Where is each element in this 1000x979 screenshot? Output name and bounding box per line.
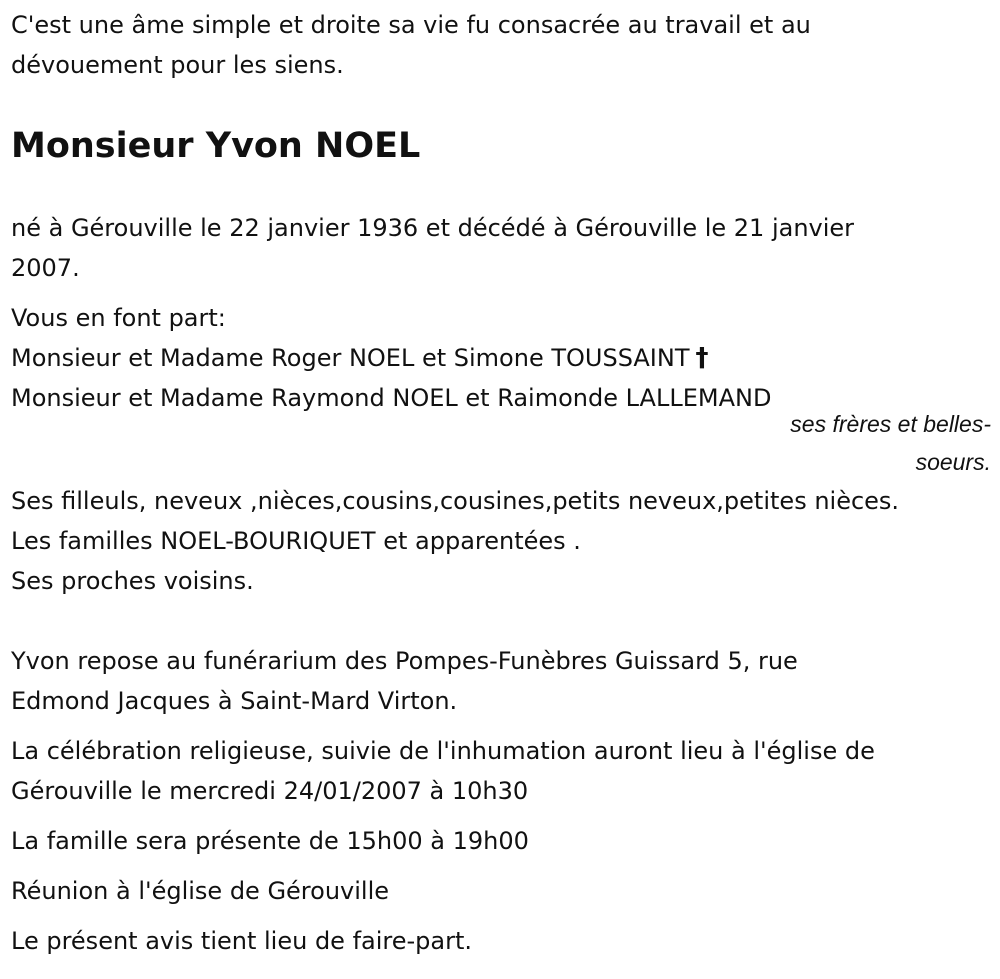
ceremony-line-2: Gérouville le mercredi 24/01/2007 à 10h30: [11, 777, 529, 805]
family-line-1: [11, 338, 991, 378]
others-line-3: Ses proches voisins.: [11, 567, 254, 595]
obituary-notice: [11, 5, 991, 961]
repose-line-1: Yvon repose au funérarium des Pompes-Funèbres Guissard 5, rue: [11, 647, 798, 675]
ceremony-line-1: La célébration religieuse, suivie de l'inhumation auront lieu à l'église de: [11, 737, 875, 765]
family-presence-text: La famille sera présente de 15h00 à 19h00: [11, 827, 529, 855]
deceased-name: Monsieur Yvon NOEL: [11, 126, 421, 166]
repose-line-2: Edmond Jacques à Saint-Mard Virton.: [11, 687, 458, 715]
intro-text: [11, 5, 991, 85]
family-1-text: Monsieur et Madame Roger NOEL et Simone TOUSSAINT: [11, 344, 690, 372]
others-line-1: Ses filleuls, neveux ,nièces,cousins,cousines,petits neveux,petites nièces.: [11, 487, 900, 515]
notice-text: Le présent avis tient lieu de faire-part.: [11, 927, 473, 955]
intro-line-1: C'est une âme simple et droite sa vie fu consacrée au travail et au: [11, 11, 811, 39]
family-line-2: Monsieur et Madame Raymond NOEL et Raimonde LALLEMAND: [11, 384, 772, 412]
cross-icon: †: [695, 343, 709, 373]
relation-line-1: ses frères et belles-: [790, 411, 991, 437]
announcement-block: [11, 298, 991, 601]
repose-text: [11, 641, 991, 721]
birth-death-line-1: né à Gérouville le 22 janvier 1936 et décédé à Gérouville le 21 janvier: [11, 214, 855, 242]
meeting-text: Réunion à l'église de Gérouville: [11, 877, 390, 905]
details-block: [11, 641, 991, 961]
announcement-intro: Vous en font part:: [11, 304, 226, 332]
birth-death-line-2: 2007.: [11, 254, 80, 282]
relation-line-2: soeurs.: [915, 449, 991, 475]
ceremony-text: [11, 731, 991, 811]
birth-death-text: [11, 208, 991, 288]
others-line-2: Les familles NOEL-BOURIQUET et apparentées .: [11, 527, 581, 555]
intro-line-2: dévouement pour les siens.: [11, 51, 344, 79]
